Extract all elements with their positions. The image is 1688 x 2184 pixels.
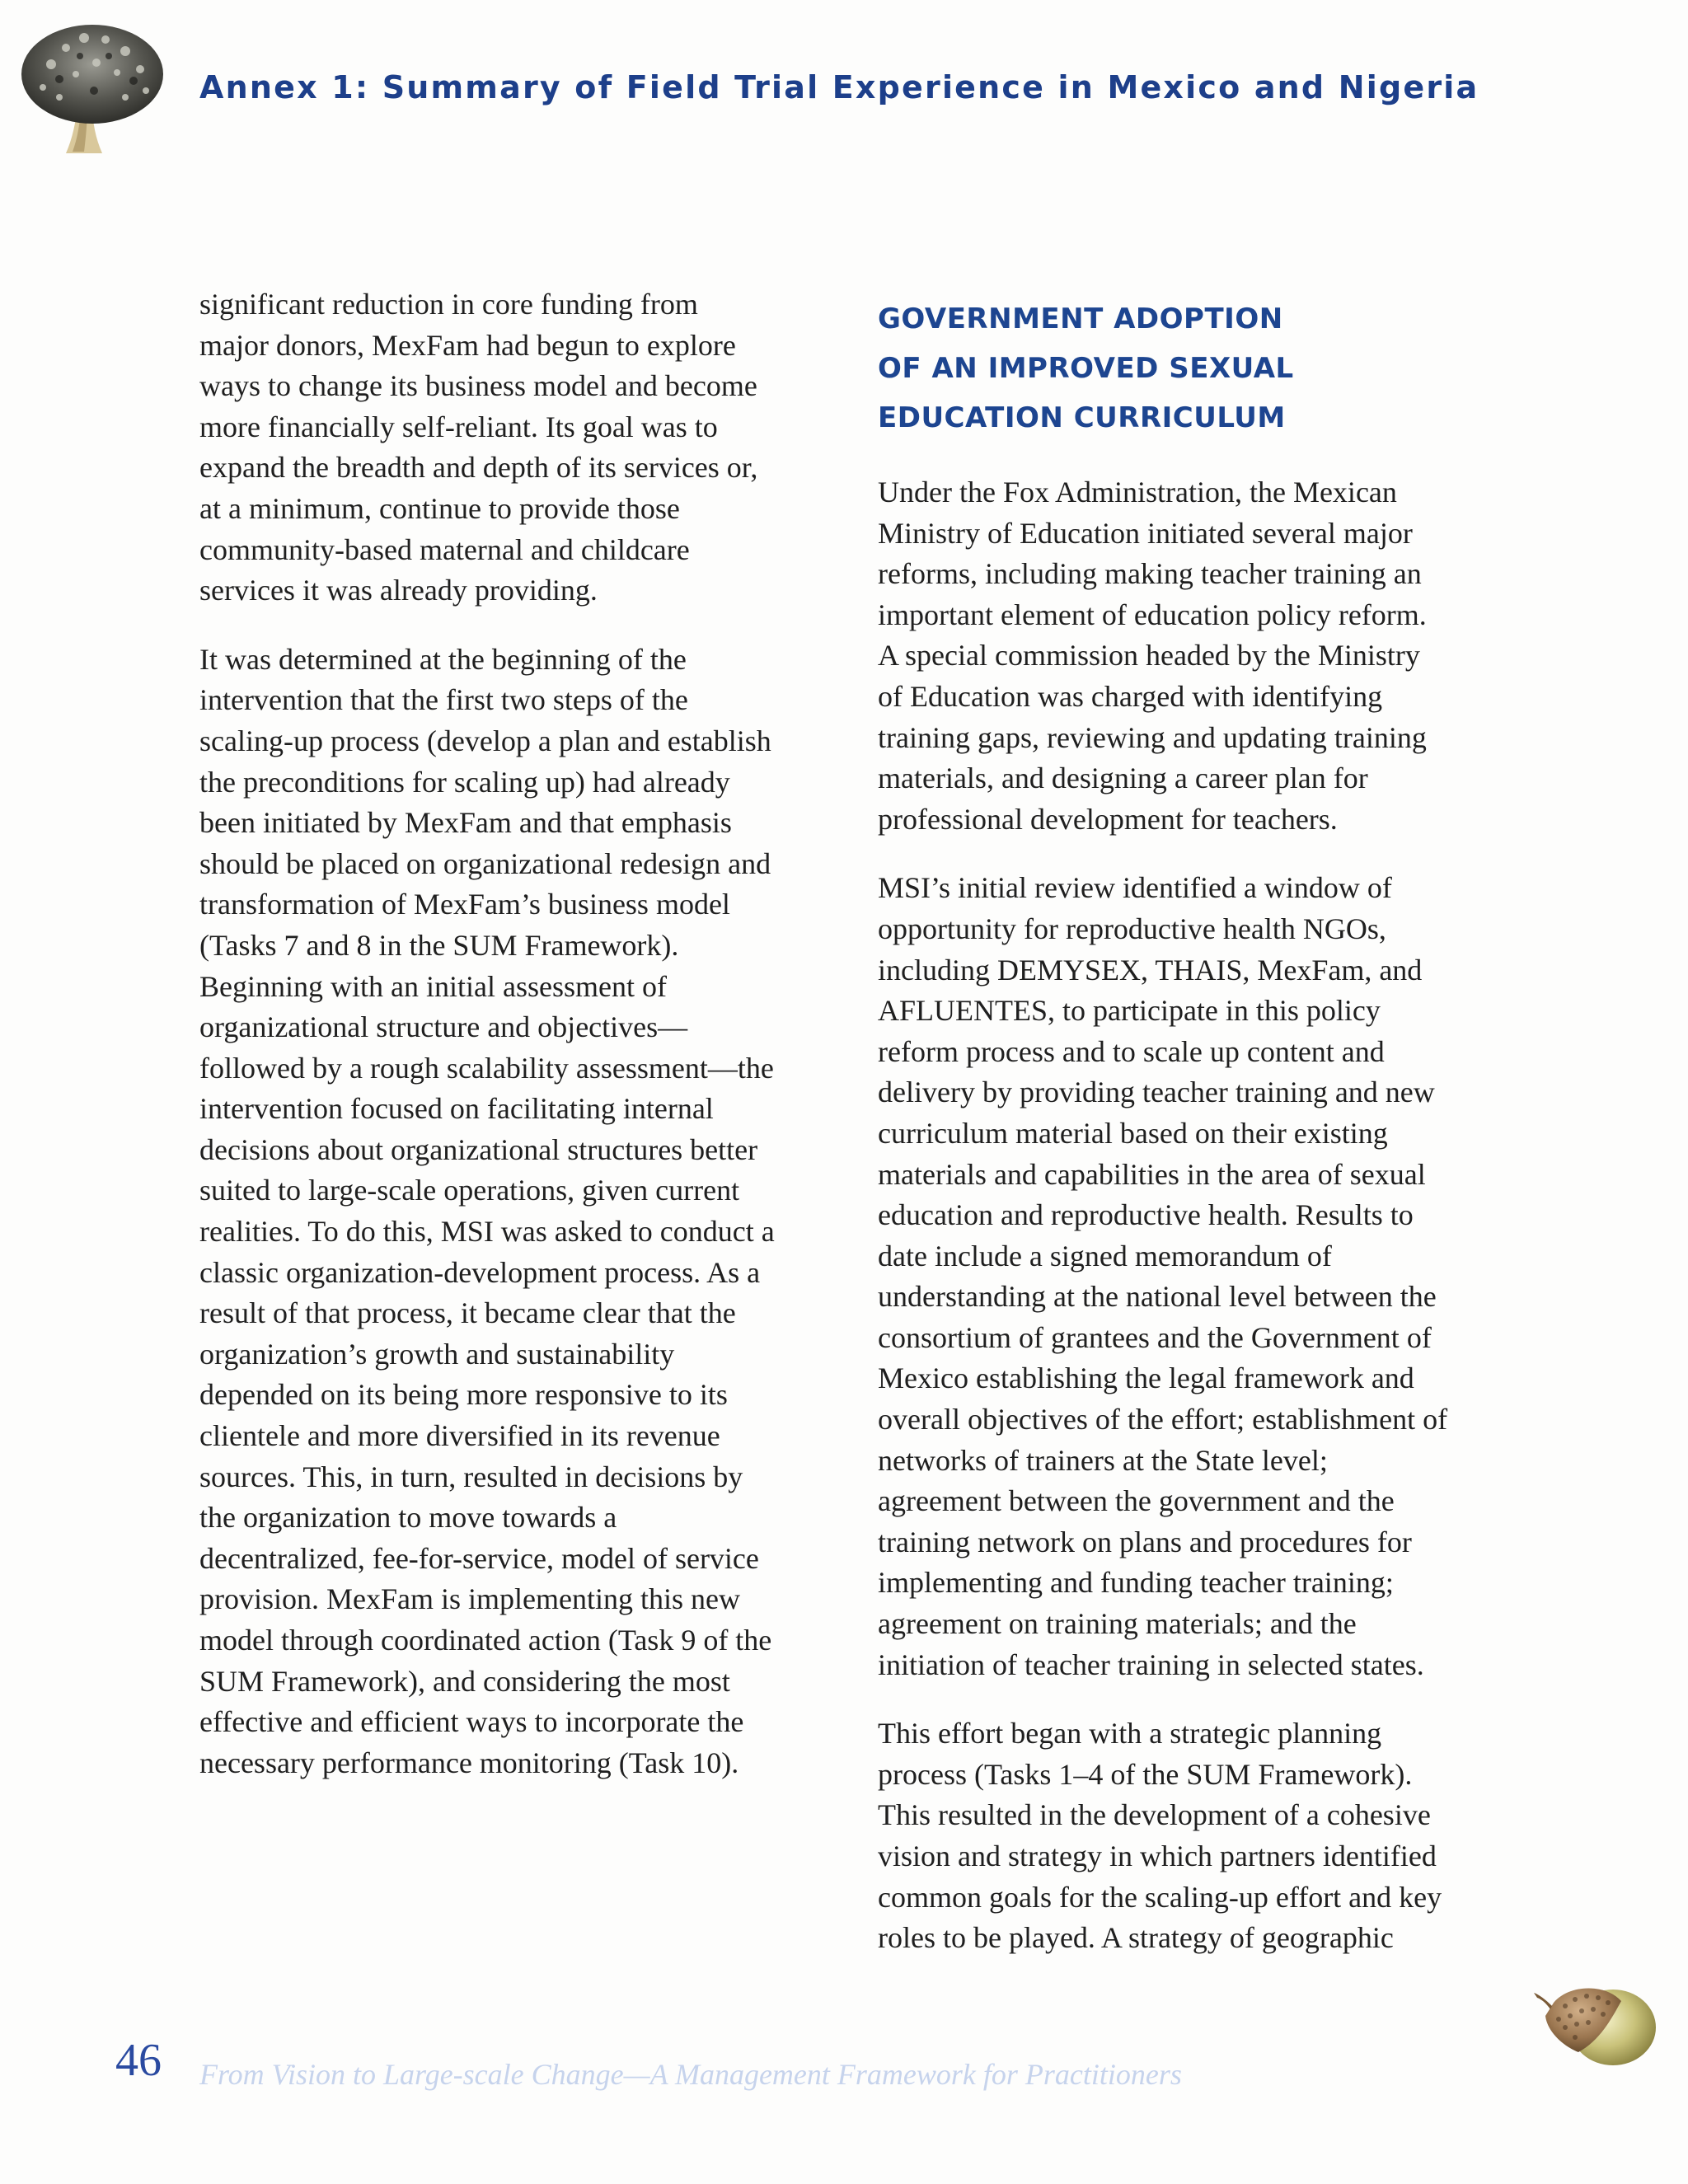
text-line: SUM Framework), and considering the most (199, 1664, 730, 1698)
text-line: networks of trainers at the State level; (878, 1443, 1328, 1477)
text-line: organization’s growth and sustainability (199, 1337, 675, 1371)
text-line: This effort began with a strategic planning (878, 1717, 1382, 1750)
text-line: the preconditions for scaling up) had already (199, 765, 730, 799)
text-line: major donors, MexFam had begun to explore (199, 328, 736, 362)
page-number: 46 (115, 2035, 162, 2086)
text-line: materials and capabilities in the area of sexual (878, 1157, 1426, 1191)
text-line: education and reproductive health. Results to (878, 1198, 1414, 1232)
footer-title: From Vision to Large-scale Change—A Management Framework for Practitioners (199, 2058, 1182, 2091)
text-line: professional development for teachers. (878, 802, 1338, 836)
tree-icon (18, 15, 166, 155)
text-line: training gaps, reviewing and updating training (878, 720, 1427, 754)
text-line: A special commission headed by the Ministry (878, 639, 1420, 673)
text-line: date include a signed memorandum of (878, 1239, 1332, 1272)
heading-line: EDUCATION CURRICULUM (878, 401, 1286, 434)
text-line: ways to change its business model and become (199, 369, 757, 403)
text-line: expand the breadth and depth of its services or, (199, 451, 758, 485)
text-line: consortium of grantees and the Government of (878, 1320, 1432, 1354)
text-line: sources. This, in turn, resulted in decisions by (199, 1460, 743, 1493)
text-line: decentralized, fee-for-service, model of service (199, 1541, 759, 1575)
text-line: overall objectives of the effort; establishment of (878, 1403, 1448, 1436)
text-line: vision and strategy in which partners identified (878, 1840, 1437, 1872)
text-line: model through coordinated action (Task 9 of the (199, 1624, 772, 1657)
text-line: depended on its being more responsive to its (199, 1378, 728, 1412)
text-line: significant reduction in core funding from (199, 288, 698, 321)
text-line: effective and efficient ways to incorporate the (199, 1705, 744, 1739)
acorn-icon (1529, 1970, 1661, 2077)
text-line: transformation of MexFam’s business model (199, 888, 730, 921)
text-line: opportunity for reproductive health NGOs, (878, 912, 1386, 945)
paragraph (878, 868, 1537, 1685)
text-line: followed by a rough scalability assessment—the (199, 1051, 774, 1085)
text-line: MSI’s initial review identified a window of (878, 871, 1392, 905)
text-line: reforms, including making teacher training an (878, 557, 1422, 591)
text-line: been initiated by MexFam and that emphasis (199, 806, 732, 840)
text-line: Beginning with an initial assessment of (199, 969, 667, 1003)
text-line: intervention that the first two steps of the (199, 683, 688, 717)
text-line: initiation of teacher training in selected states. (878, 1647, 1424, 1681)
text-line: decisions about organizational structures better (199, 1132, 758, 1166)
text-line: more financially self-reliant. Its goal was to (199, 410, 718, 443)
paragraph (199, 284, 859, 612)
text-line: (Tasks 7 and 8 in the SUM Framework). (199, 928, 679, 962)
text-line: provision. MexFam is implementing this new (199, 1582, 740, 1616)
text-line: intervention focused on facilitating internal (199, 1092, 714, 1126)
text-line: understanding at the national level between the (878, 1280, 1437, 1314)
text-line: result of that process, it became clear that the (199, 1296, 736, 1330)
text-line: Mexico establishing the legal framework and (878, 1361, 1414, 1395)
section-heading (878, 294, 1537, 443)
text-line: community-based maternal and childcare (199, 532, 690, 566)
text-line: common goals for the scaling-up effort and key (878, 1880, 1442, 1914)
text-line: implementing and funding teacher training; (878, 1566, 1394, 1600)
text-line: Under the Fox Administration, the Mexican (878, 476, 1397, 509)
paragraph (878, 472, 1537, 840)
text-line: agreement between the government and the (878, 1484, 1395, 1518)
text-line: realities. To do this, MSI was asked to conduct a (199, 1215, 775, 1249)
text-line: delivery by providing teacher training and new (878, 1076, 1435, 1109)
paragraph (878, 1713, 1537, 1959)
text-line: It was determined at the beginning of the (199, 642, 687, 676)
text-line: classic organization-development process. As a (199, 1255, 761, 1289)
left-column (199, 284, 859, 1811)
paragraph (199, 640, 859, 1784)
right-column (878, 284, 1537, 1987)
text-line: clientele and more diversified in its revenue (199, 1419, 720, 1453)
text-line: curriculum material based on their existing (878, 1116, 1388, 1150)
text-line: scaling-up process (develop a plan and establish (199, 724, 771, 757)
text-line: at a minimum, continue to provide those (199, 491, 680, 525)
text-line: AFLUENTES, to participate in this policy (878, 994, 1381, 1028)
text-line: organizational structure and objectives— (199, 1010, 688, 1044)
text-line: reform process and to scale up content and (878, 1034, 1385, 1068)
heading-line: GOVERNMENT ADOPTION (878, 302, 1283, 335)
text-line: roles to be played. A strategy of geographic (878, 1921, 1394, 1955)
text-line: This resulted in the development of a cohesive (878, 1798, 1431, 1832)
text-line: agreement on training materials; and the (878, 1607, 1357, 1641)
text-line: including DEMYSEX, THAIS, MexFam, and (878, 953, 1423, 987)
text-line: process (Tasks 1–4 of the SUM Framework). (878, 1757, 1413, 1791)
text-line: services it was already providing. (199, 574, 598, 607)
text-line: necessary performance monitoring (Task 10). (199, 1746, 739, 1779)
heading-line: OF AN IMPROVED SEXUAL (878, 352, 1294, 385)
text-line: suited to large-scale operations, given current (199, 1174, 740, 1207)
text-line: training network on plans and procedures for (878, 1525, 1412, 1558)
text-line: the organization to move towards a (199, 1501, 617, 1535)
text-line: materials, and designing a career plan for (878, 762, 1368, 795)
running-header: Annex 1: Summary of Field Trial Experience in Mexico and Nigeria (199, 69, 1479, 105)
text-line: of Education was charged with identifying (878, 679, 1383, 713)
text-line: important element of education policy reform. (878, 598, 1427, 631)
text-line: should be placed on organizational redesign and (199, 846, 771, 880)
text-line: Ministry of Education initiated several major (878, 516, 1413, 550)
